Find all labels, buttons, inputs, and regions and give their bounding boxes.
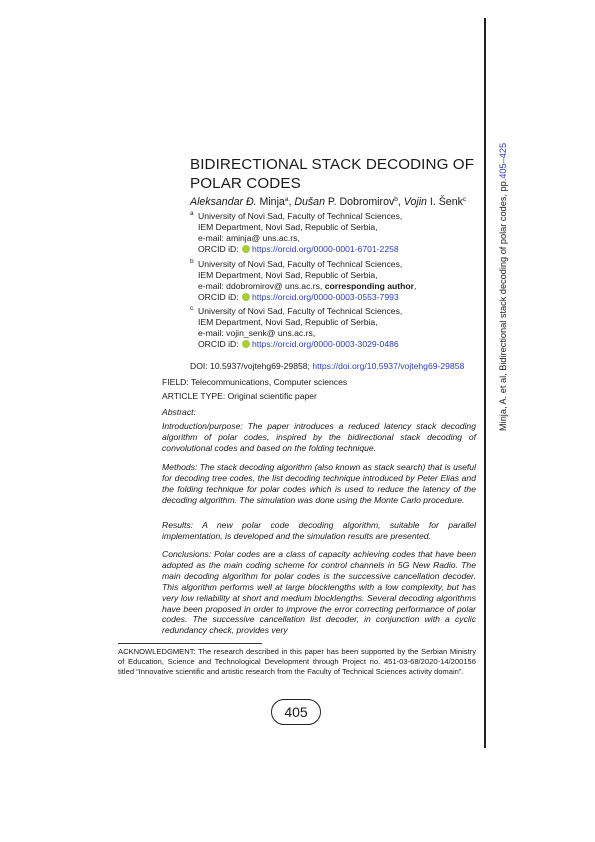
abstract-results: Results: A new polar code decoding algorithm, suitable for parallel implementation, is developed and the simulation results are presented. [162, 520, 476, 541]
corresponding-author-label: corresponding author [324, 280, 414, 291]
affiliation-c: c University of Novi Sad, Faculty of Technical Sciences, IEM Department, Novi Sad, Republic of Serbia, e-mail: vojin_senk@ uns.ac.rs, ORCID iD: https://orcid.org/0000-0003-3029-0486 [190, 305, 403, 349]
orcid-link[interactable]: https://orcid.org/0000-0001-6701-2258 [251, 243, 399, 254]
author: Vojin I. Šenk$^c$ [403, 196, 467, 208]
author: Dušan P. Dobromirov$^b$, [294, 196, 404, 208]
affiliation-b: b University of Novi Sad, Faculty of Technical Sciences, IEM Department, Novi Sad, Republic of Serbia, e-mail: ddobromirov@ uns.ac.rs, corresponding author, ORCID iD: https://orcid.org/0000-0003-0553-7993 [190, 258, 417, 302]
page-number: 405 [271, 699, 321, 725]
orcid-icon [242, 245, 250, 253]
abstract-conclusions: Conclusions: Polar codes are a class of capacity achieving codes that have been adopted as the main coding scheme for control channels in 5G New Radio. The main decoding algorithm for polar codes is the successive cancellation decoder. This algorithm performs well at large blocklengths with a low complexity, but has very low reliability at short and medium blocklengths. Several decoding algorithms have been proposed in order to improve the error correcting performance of polar codes. The successive cancellation list decoder, in conjunction with a cyclic redundancy check, provides very [162, 549, 476, 636]
author: Aleksandar Đ. Minja$^a$, [190, 196, 295, 208]
page-range-link[interactable]: 405–425 [498, 142, 508, 179]
article-type-line: ARTICLE TYPE: Original scientific paper [162, 391, 317, 401]
orcid-link[interactable]: https://orcid.org/0000-0003-0553-7993 [251, 291, 399, 302]
orcid-link[interactable]: https://orcid.org/0000-0003-3029-0486 [251, 338, 399, 349]
author-list [190, 196, 466, 208]
paper-title: BIDIRECTIONAL STACK DECODING OF POLAR CODES [190, 156, 475, 192]
footnote-rule [118, 643, 262, 644]
running-header: Minja, A. et al, Bidirectional stack decoding of polar codes, pp.405–425 [498, 142, 508, 431]
orcid-icon [242, 340, 250, 348]
doi-link[interactable]: https://doi.org/10.5937/vojtehg69-29858 [312, 361, 465, 371]
margin-rule [484, 18, 486, 748]
doi-line: DOI: 10.5937/vojtehg69-29858; https://doi.org/10.5937/vojtehg69-29858 [190, 361, 465, 371]
orcid-icon [242, 293, 250, 301]
affiliation-a: a University of Novi Sad, Faculty of Technical Sciences, IEM Department, Novi Sad, Republic of Serbia, e-mail: aminja@ uns.ac.rs, ORCID iD: https://orcid.org/0000-0001-6701-2258 [190, 210, 403, 254]
field-line: FIELD: Telecommunications, Computer sciences [162, 377, 348, 387]
abstract-heading: Abstract: [162, 407, 196, 417]
abstract-methods: Methods: The stack decoding algorithm (also known as stack search) that is useful for decoding tree codes, the list decoding technique introduced by Peter Elias and the folding technique for polar codes which is used to reduce the latency of the decoding algorithm. The simulation was done using the Monte Carlo procedure. [162, 462, 476, 505]
acknowledgment-footnote: ACKNOWLEDGMENT: The research described in this paper has been supported by the Serbian Ministry of Education, Science and Technological Development through Project no. 451-03-68/2020-14/200156 titled “Innovative scientific and artistic research from the Faculty of Technical Sciences activity domain”. [118, 647, 476, 676]
abstract-introduction: Introduction/purpose: The paper introduces a reduced latency stack decoding algorithm of polar codes, inspired by the bidirectional stack decoding of convolutional codes and based on the folding technique. [162, 421, 476, 453]
